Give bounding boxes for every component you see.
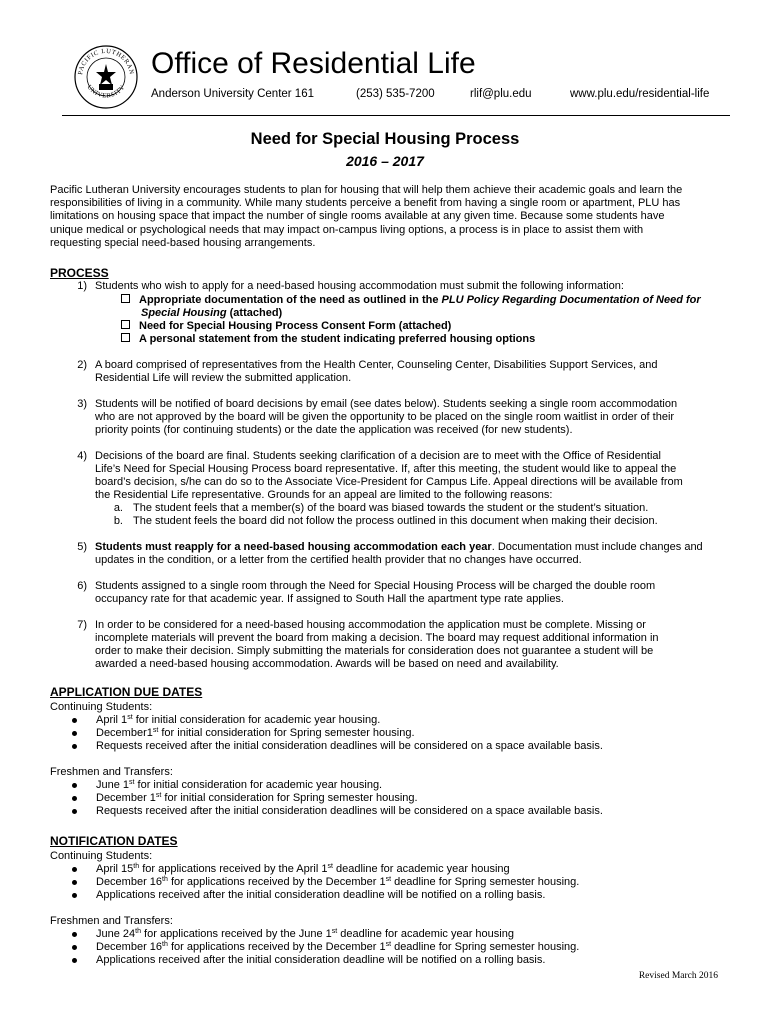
item-line: occupancy rate for that academic year. If assigned to South Hall the apartment type rate applies. bbox=[95, 593, 564, 605]
checklist-item bbox=[121, 333, 535, 346]
item-line: updates in the condition, or a letter from the certified health provider that no changes have occurred. bbox=[95, 554, 582, 566]
checklist-policy-title-cont: Special Housing bbox=[141, 307, 227, 319]
intro-line: requesting special need-based housing arrangements. bbox=[50, 236, 316, 249]
checklist-text: A personal statement from the student indicating preferred housing options bbox=[139, 333, 536, 345]
item-line: priority points (for continuing students) or the date the application was received (for new students). bbox=[95, 424, 573, 436]
checklist-item bbox=[121, 294, 701, 307]
reason-text: The student feels that a member(s) of the board was biased towards the student or the student’s situation. bbox=[133, 502, 649, 514]
bullet-icon bbox=[72, 867, 77, 872]
bullet-icon bbox=[72, 731, 77, 736]
item-line: awarded a need-based housing accommodation. Awards will be based on need and availability. bbox=[95, 658, 559, 670]
checkbox-icon bbox=[121, 320, 130, 329]
item-line: Students will be notified of board decisions by email (see dates below). Students seeking a single room accommodation bbox=[95, 398, 678, 410]
seal-text-top: PACIFIC LUTHERAN bbox=[77, 47, 135, 76]
item-number: 1) bbox=[77, 280, 87, 292]
bullet-icon bbox=[72, 893, 77, 898]
intro-line: Pacific Lutheran University encourages students to plan for housing that will help them achieve their academic goals and learn the bbox=[50, 184, 683, 196]
bullet-icon bbox=[72, 718, 77, 723]
reapply-notice: Students must reapply for a need-based housing accommodation each year bbox=[95, 541, 492, 553]
item-number: 3) bbox=[77, 398, 87, 410]
office-title: Office of Residential Life bbox=[151, 47, 476, 80]
seal-text-bottom: UNIVERSITY bbox=[85, 83, 127, 100]
item-number: 2) bbox=[77, 359, 87, 371]
intro-paragraph bbox=[50, 184, 730, 250]
checklist-text: (attached) bbox=[226, 307, 283, 319]
office-phone: (253) 535-7200 bbox=[356, 88, 435, 100]
item-line: Residential Life will review the submitted application. bbox=[95, 372, 352, 384]
intro-line: limitations on housing space that impact the number of single rooms available at any given time. Because some students have bbox=[50, 210, 665, 223]
item-line: Decisions of the board are final. Students seeking clarification of a decision are to meet with the Office of Residential bbox=[95, 450, 661, 462]
item-line-rest: . Documentation must include changes and bbox=[491, 541, 703, 553]
bullet-icon bbox=[72, 945, 77, 950]
application-dates-heading: APPLICATION DUE DATES bbox=[50, 685, 203, 699]
reason-letter: b. bbox=[113, 515, 123, 527]
checkbox-icon bbox=[121, 294, 130, 303]
item-line: Life’s Need for Special Housing Process board representative. If, after this meeting, the student would like to appeal the bbox=[95, 463, 677, 475]
item-number: 6) bbox=[77, 580, 87, 592]
bullet-icon bbox=[72, 958, 77, 963]
item-line: incomplete materials will prevent the board from making a decision. The board may request additional information in bbox=[95, 632, 659, 644]
process-heading: PROCESS bbox=[50, 266, 109, 280]
continuing-students-label: Continuing Students: bbox=[50, 701, 153, 713]
freshmen-transfers-label: Freshmen and Transfers: bbox=[50, 915, 173, 927]
checklist-text: Need for Special Housing Process Consent Form (attached) bbox=[139, 320, 452, 332]
intro-line: responsibilities of living in a community. While many students perceive a benefit from having a single room or apartment, PLU has bbox=[50, 197, 681, 210]
item-line: board’s decision, s/he can do so to the Associate Vice-President for Campus Life. Appeal directions will be available from bbox=[95, 476, 683, 488]
bullet-icon bbox=[72, 932, 77, 937]
item-line: In order to be considered for a need-based housing accommodation the application must be complete. Missing or bbox=[95, 619, 646, 631]
document-page: PACIFIC LUTHERAN UNIVERSITY Office of Residential Life Anderson University Center 161 (253) 535-7200 rlif@plu.edu www.plu.edu/residential-life Need for Special Housing Process 2016 – 2017 Pacific Lutheran University encourages students to plan for housing that will help them achieve their academic goals and learn the responsibilities of living in a community. While many students perceive a benefit from having a single room or apartment, PLU has limitations on housing space that impact the number of single rooms available at any given time. Because some students have unique medical or psychological needs that may impact on-campus living options, a process is in place to assist them with requesting special need-based housing arrangements. PROCESS 1) Students who wish to apply for a need-based housing accommodation must submit the following information: Appropriate documentation of the need as outlined in the PLU Policy Regarding Documentation of Need for Special Housing (attached) Need for Special Housing Process Consent Form (attached) A personal statement from the student indicating preferred housing options 2) A board comprised of representatives from the Health Center, Counseling Center, Disabilities Support Services, and Residential Life will review the submitted application. 3) Students will be notified of board decisions by email (see dates below). Students seeking a single room accommodation who are not approved by the board will be given the opportunity to be placed on the single room waitlist in order of their priority points (for continuing students) or the date the application was received (for new students). 4) Decisions of the board are final. Students seeking clarification of a decision are to meet with the Office of Residential Life’s Need for Special Housing Process board representative. If, after this meeting, the student would like to appeal the board’s decision, s/he can do so to the Associate Vice-President for Campus Life. Appeal directions will be available from the Residential Life representative. Grounds for an appeal are limited to the following reasons: a. The student feels that a member(s) of the board was biased towards the student or the student’s situation. b. The student feels the board did not follow the process outlined in this document when making their decision. 5) Students must reapply for a need-based housing accommodation each year. Documentation must include changes and updates in the condition, or a letter from the certified health provider that no changes have occurred. 6) Students assigned to a single room through the Need for Special Housing Process will be charged the double room occupancy rate for that academic year. If assigned to South Hall the apartment type rate applies. 7) In order to be considered for a need-based housing accommodation the application must be complete. Missing or incomplete materials will prevent the board from making a decision. The board may request additional information in order to make their decision. Simply submitting the materials for consideration does not guarantee a student will be awarded a need-based housing accommodation. Awards will be based on need and availability. APPLICATION DUE DATES Continuing Students: April 1st for initial consideration for academic year housing. December1st for initial consideration for Spring semester housing. Requests received after the initial consideration deadlines will be considered on a space available basis. Freshmen and Transfers: June 1st for initial consideration for academic year housing. December 1st for initial consideration for Spring semester housing. Requests received after the initial consideration deadlines will be considered on a space available basis. NOTIFICATION DATES Continuing Students: April 15th for applications received by the April 1st deadline for academic year housing December 16th for applications received by the December 1st deadline for Spring semester housing. Applications received after the initial consideration deadline will be notified on a rolling basis. Freshmen and Transfers: June 24th for applications received by the June 1st deadline for academic year housing December 16th for applications received by the December 1st deadline for Spring semester housing. Applications received after the initial consideration deadline will be notified on a rolling basis. Revised March 2016 bbox=[0, 0, 770, 1024]
checkbox-icon bbox=[121, 333, 130, 342]
continuing-students-label: Continuing Students: bbox=[50, 850, 153, 862]
reason-text: The student feels the board did not follow the process outlined in this document when making their decision. bbox=[133, 515, 658, 527]
item-line: the Residential Life representative. Grounds for an appeal are limited to the following reasons: bbox=[95, 489, 553, 501]
bullet-icon bbox=[72, 809, 77, 814]
revised-date: Revised March 2016 bbox=[638, 971, 718, 981]
document-year: 2016 – 2017 bbox=[346, 153, 424, 169]
bullet-icon bbox=[72, 880, 77, 885]
office-address: Anderson University Center 161 bbox=[151, 88, 314, 100]
checklist-item bbox=[121, 320, 451, 333]
header-divider bbox=[62, 115, 730, 116]
notification-dates-heading: NOTIFICATION DATES bbox=[50, 834, 178, 848]
item-number: 5) bbox=[77, 541, 87, 553]
item-line: A board comprised of representatives from the Health Center, Counseling Center, Disabilities Support Services, and bbox=[95, 359, 658, 371]
university-seal-icon bbox=[73, 44, 139, 110]
office-email[interactable]: rlif@plu.edu bbox=[470, 88, 532, 100]
item-line: Students assigned to a single room through the Need for Special Housing Process will be charged the double room bbox=[95, 580, 656, 592]
document-title: Need for Special Housing Process bbox=[250, 130, 520, 148]
checklist-policy-title: PLU Policy Regarding Documentation of Need for bbox=[441, 294, 701, 306]
intro-line: unique medical or psychological needs that may impact on-campus living options, a process is in place to assist them with bbox=[50, 223, 644, 236]
item-number: 7) bbox=[77, 619, 87, 631]
checklist-text: Appropriate documentation of the need as outlined in the bbox=[139, 294, 442, 306]
freshmen-transfers-label: Freshmen and Transfers: bbox=[50, 766, 173, 778]
office-website[interactable]: www.plu.edu/residential-life bbox=[570, 88, 710, 100]
item-line: order to make their decision. Simply submitting the materials for consideration does not guarantee a student will be bbox=[95, 645, 654, 657]
checklist-item-continued bbox=[141, 307, 282, 320]
item-number: 4) bbox=[77, 450, 87, 462]
bullet-icon bbox=[72, 783, 77, 788]
bullet-icon bbox=[72, 796, 77, 801]
reason-letter: a. bbox=[113, 502, 123, 514]
item-line-lead bbox=[95, 541, 703, 554]
bullet-icon bbox=[72, 744, 77, 749]
item-line: who are not approved by the board will be given the opportunity to be placed on the single room waitlist in order of their bbox=[95, 411, 675, 423]
item-line: Students who wish to apply for a need-based housing accommodation must submit the following information: bbox=[95, 280, 624, 292]
